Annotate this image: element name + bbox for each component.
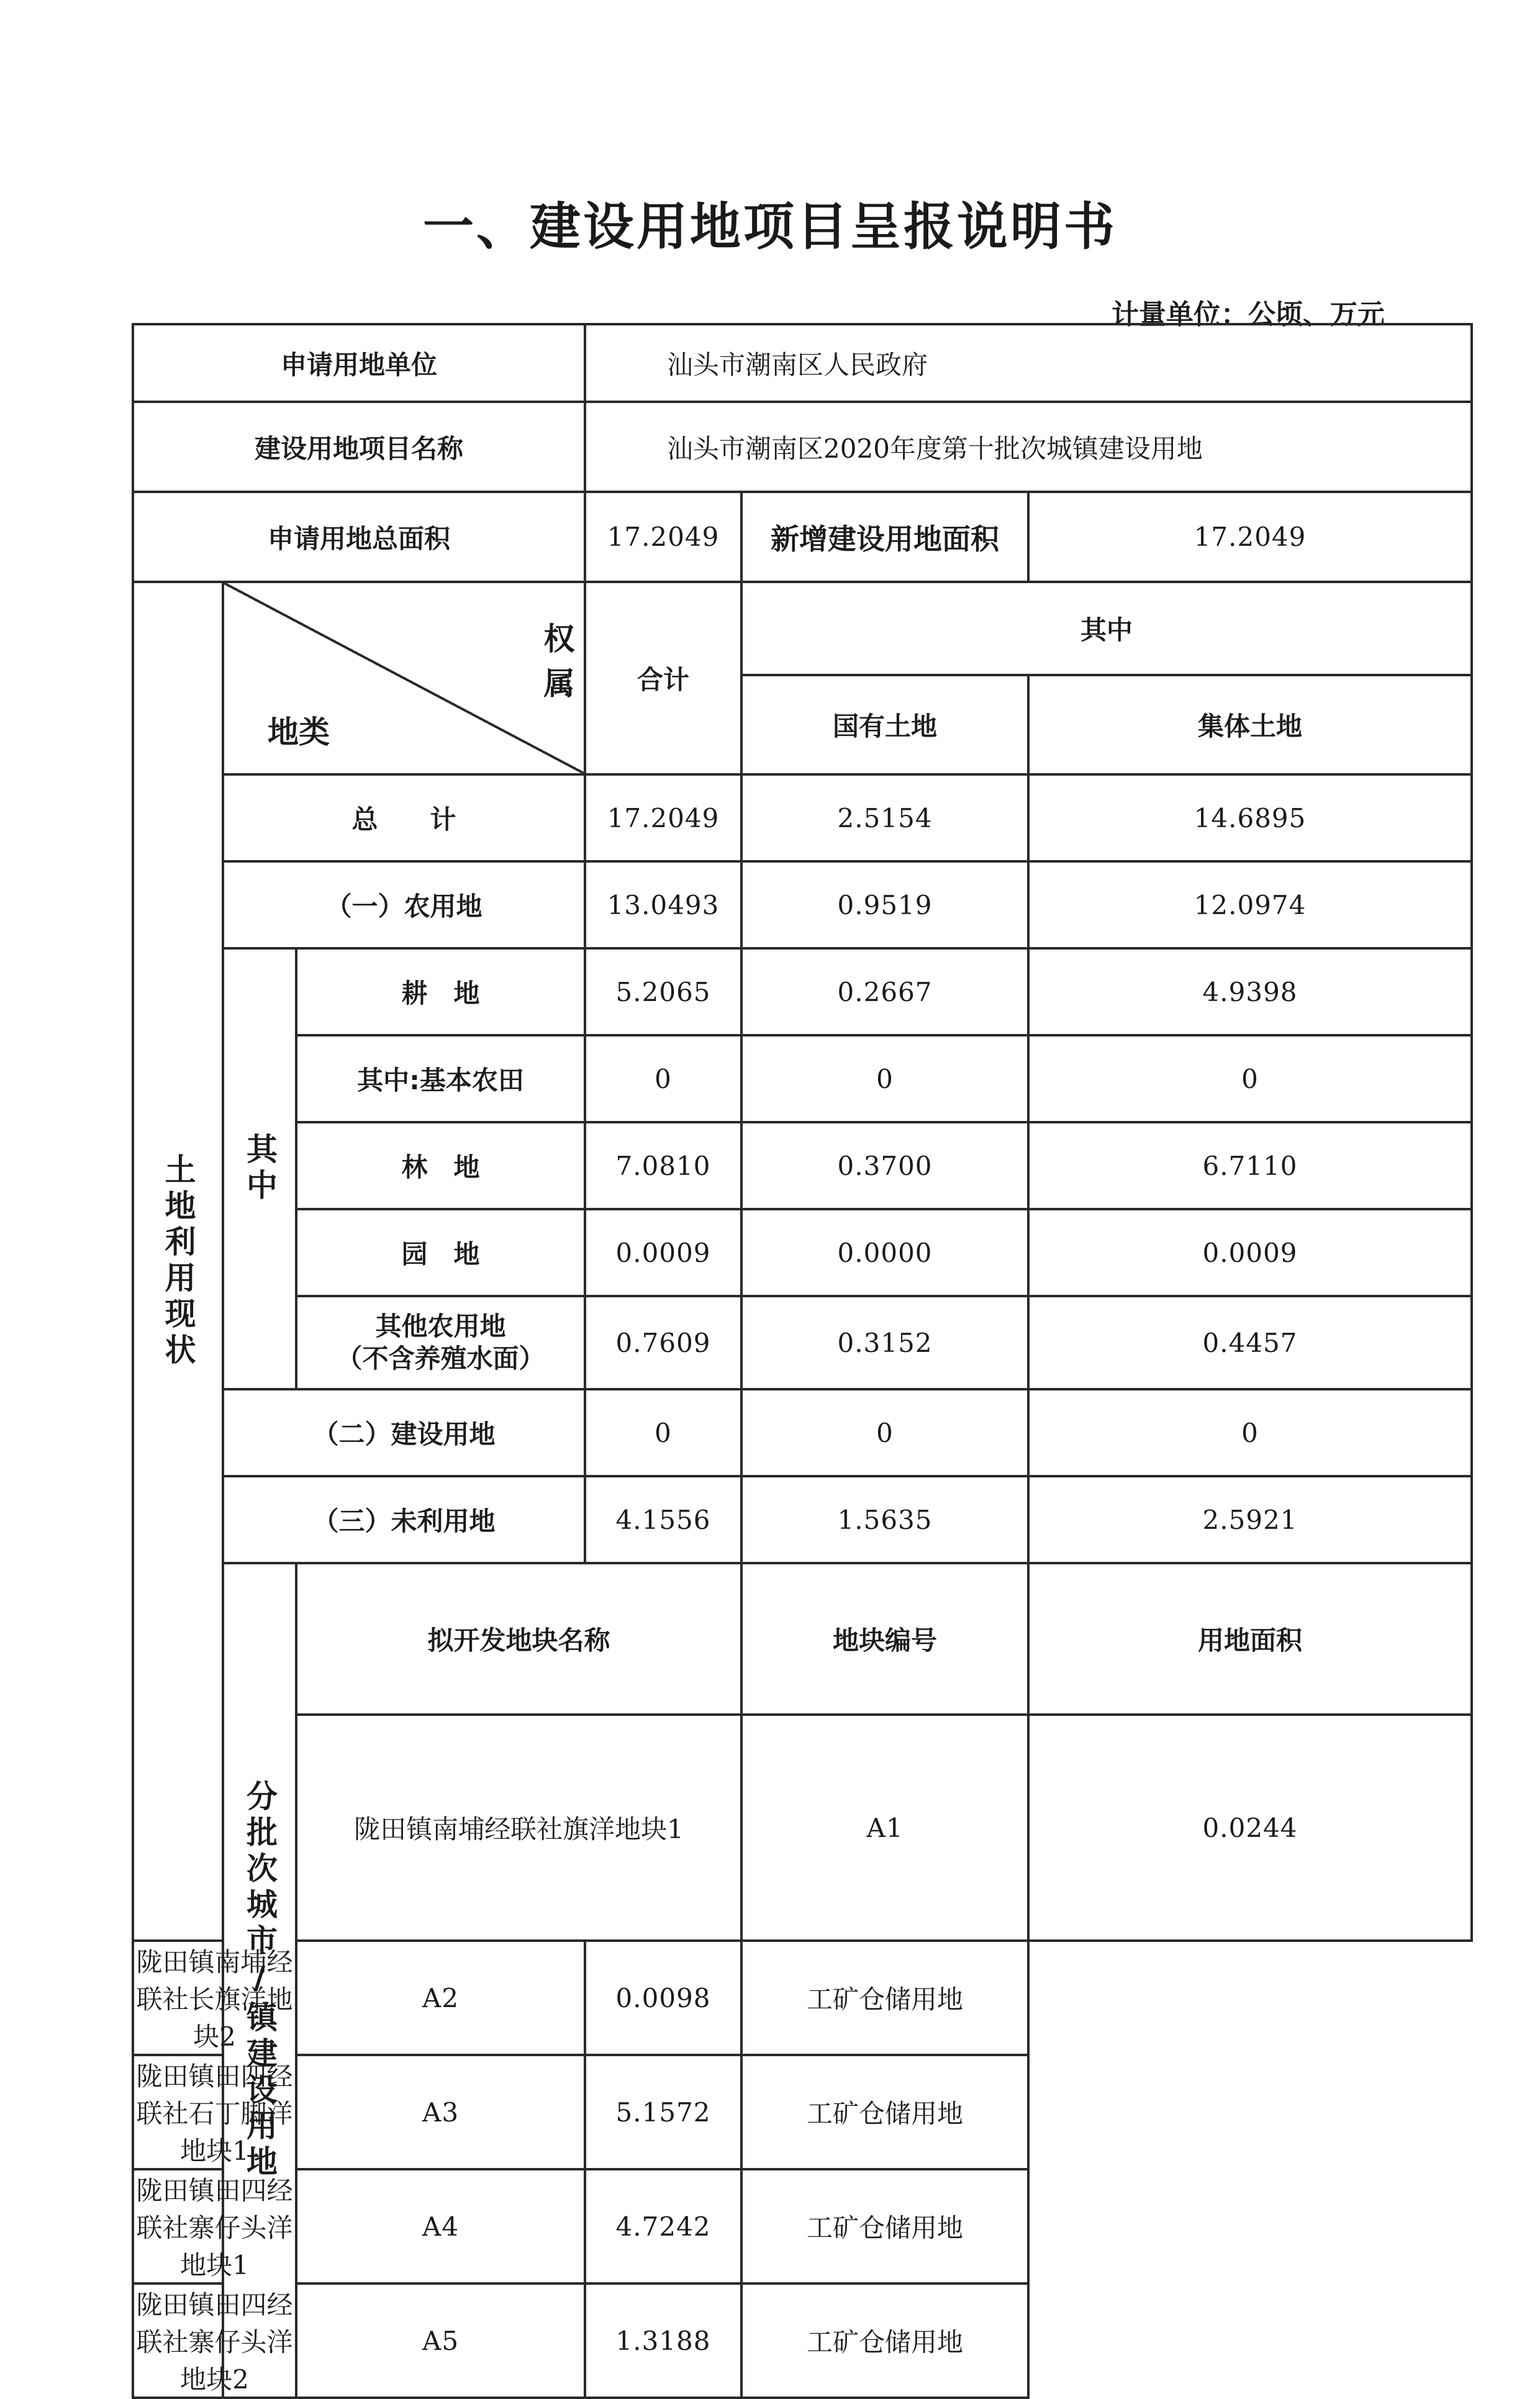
total-column-header: 合计	[585, 582, 741, 774]
area-row	[133, 492, 1472, 582]
land-row-state-value: 0.9519	[741, 861, 1028, 948]
land-status-section-label: 土地利用现状	[160, 1153, 196, 1369]
land-row-collective-value: 0.0009	[1028, 1209, 1472, 1296]
parcel-row	[133, 2055, 1472, 2169]
parcel-use: 工矿仓储用地	[741, 2169, 1028, 2283]
parcel-name: 陇田镇田四经联社石丁脚洋地块1	[133, 2055, 296, 2169]
parcel-name-header: 拟开发地块名称	[296, 1563, 741, 1715]
parcel-use: 工矿仓储用地	[741, 1941, 1028, 2055]
land-row-collective-value: 2.5921	[1028, 1476, 1472, 1563]
land-row-state-value: 0.3700	[741, 1122, 1028, 1209]
land-row-name: 林 地	[296, 1122, 585, 1209]
parcel-code: A4	[296, 2169, 585, 2283]
land-type-header: 地类	[268, 714, 330, 750]
land-row-total-value: 17.2049	[585, 774, 741, 861]
land-row-basic-farmland	[133, 1035, 1472, 1122]
land-row-total	[133, 774, 1472, 861]
land-row-state-value: 0.3152	[741, 1296, 1028, 1389]
land-row-collective-value: 12.0974	[1028, 861, 1472, 948]
document-title: 一、建设用地项目呈报说明书	[422, 197, 1117, 256]
parcel-code: A3	[296, 2055, 585, 2169]
land-row-total-value: 5.2065	[585, 948, 741, 1035]
land-row-name-cell	[296, 1296, 585, 1389]
parcel-code: A2	[296, 1941, 585, 2055]
parcel-use: 工矿仓储用地	[741, 2055, 1028, 2169]
new-area-label: 新增建设用地面积	[741, 492, 1028, 582]
land-row-forest	[133, 1122, 1472, 1209]
land-row-total-value: 13.0493	[585, 861, 741, 948]
parcel-row	[133, 1715, 1472, 1941]
land-row-state-value: 2.5154	[741, 774, 1028, 861]
land-row-garden	[133, 1209, 1472, 1296]
ownership-header: 权属	[543, 621, 575, 702]
land-row-state-value: 0.2667	[741, 948, 1028, 1035]
parcel-area: 1.3188	[585, 2283, 741, 2398]
land-row-total-value: 7.0810	[585, 1122, 741, 1209]
project-name-value: 汕头市潮南区2020年度第十批次城镇建设用地	[585, 402, 1472, 492]
of-which-header: 其中	[741, 582, 1472, 675]
parcel-name: 陇田镇田四经联社寨仔头洋地块1	[133, 2169, 296, 2283]
land-status-header-row	[133, 582, 1472, 675]
land-row-name: （一）农用地	[223, 861, 585, 948]
land-row-total-value: 0	[585, 1389, 741, 1476]
land-row-state-value: 0	[741, 1389, 1028, 1476]
land-row-collective-value: 0	[1028, 1035, 1472, 1122]
parcel-row	[133, 2169, 1472, 2283]
land-row-name: 其他农用地	[375, 1310, 506, 1341]
land-row-name: 园 地	[296, 1209, 585, 1296]
land-row-collective-value: 6.7110	[1028, 1122, 1472, 1209]
land-row-unused	[133, 1476, 1472, 1563]
land-row-state-value: 1.5635	[741, 1476, 1028, 1563]
parcels-header-row	[133, 1563, 1472, 1715]
land-row-collective-value: 0.4457	[1028, 1296, 1472, 1389]
land-row-other-agricultural	[133, 1296, 1472, 1389]
parcel-area: 4.7242	[585, 2169, 741, 2283]
total-area-label: 申请用地总面积	[133, 492, 585, 582]
parcel-name: 陇田镇田四经联社寨仔头洋地块2	[133, 2283, 296, 2398]
state-land-header: 国有土地	[741, 675, 1028, 774]
applicant-row	[133, 324, 1472, 402]
land-row-cultivated	[133, 948, 1472, 1035]
parcel-code-header: 地块编号	[741, 1563, 1028, 1715]
parcel-row	[133, 2283, 1472, 2398]
sub-group-cell	[223, 948, 296, 1389]
land-row-collective-value: 14.6895	[1028, 774, 1472, 861]
land-row-total-value: 0.7609	[585, 1296, 741, 1389]
sub-group-label: 其中	[242, 1133, 278, 1205]
land-row-name: （二）建设用地	[223, 1389, 585, 1476]
new-area-value: 17.2049	[1028, 492, 1472, 582]
parcel-name: 陇田镇南埔经联社长旗洋地块2	[133, 1941, 296, 2055]
land-row-collective-value: 0	[1028, 1389, 1472, 1476]
parcel-name: 陇田镇南埔经联社旗洋地块1	[296, 1715, 741, 1941]
parcel-area: 0.0244	[1028, 1715, 1472, 1941]
land-row-name: 总 计	[223, 774, 585, 861]
land-row-total-value: 0	[585, 1035, 741, 1122]
diagonal-header-cell	[223, 582, 585, 774]
parcel-code: A1	[741, 1715, 1028, 1941]
parcels-section-label: 分批次城市/镇建设用地	[242, 1780, 278, 2181]
parcel-area: 0.0098	[585, 1941, 741, 2055]
project-report-table	[132, 323, 1473, 2399]
land-row-collective-value: 4.9398	[1028, 948, 1472, 1035]
land-row-agricultural	[133, 861, 1472, 948]
land-row-name: 其中:基本农田	[296, 1035, 585, 1122]
land-row-name: （三）未利用地	[223, 1476, 585, 1563]
parcel-use: 工矿仓储用地	[741, 2283, 1028, 2398]
applicant-label: 申请用地单位	[133, 324, 585, 402]
parcel-row	[133, 1941, 1472, 2055]
land-row-construction	[133, 1389, 1472, 1476]
land-row-total-value: 0.0009	[585, 1209, 741, 1296]
land-row-name: 耕 地	[296, 948, 585, 1035]
total-area-value: 17.2049	[585, 492, 741, 582]
applicant-value: 汕头市潮南区人民政府	[585, 324, 1472, 402]
land-status-section	[133, 582, 223, 1941]
unit-note: 计量单位：公顷、万元	[1112, 299, 1385, 330]
land-row-state-value: 0	[741, 1035, 1028, 1122]
parcel-area: 5.1572	[585, 2055, 741, 2169]
project-name-row	[133, 402, 1472, 492]
land-row-total-value: 4.1556	[585, 1476, 741, 1563]
collective-land-header: 集体土地	[1028, 675, 1472, 774]
project-name-label: 建设用地项目名称	[133, 402, 585, 492]
parcel-area-header: 用地面积	[1028, 1563, 1472, 1715]
land-row-name-note: （不含养殖水面）	[336, 1343, 545, 1374]
land-row-state-value: 0.0000	[741, 1209, 1028, 1296]
parcel-code: A5	[296, 2283, 585, 2398]
